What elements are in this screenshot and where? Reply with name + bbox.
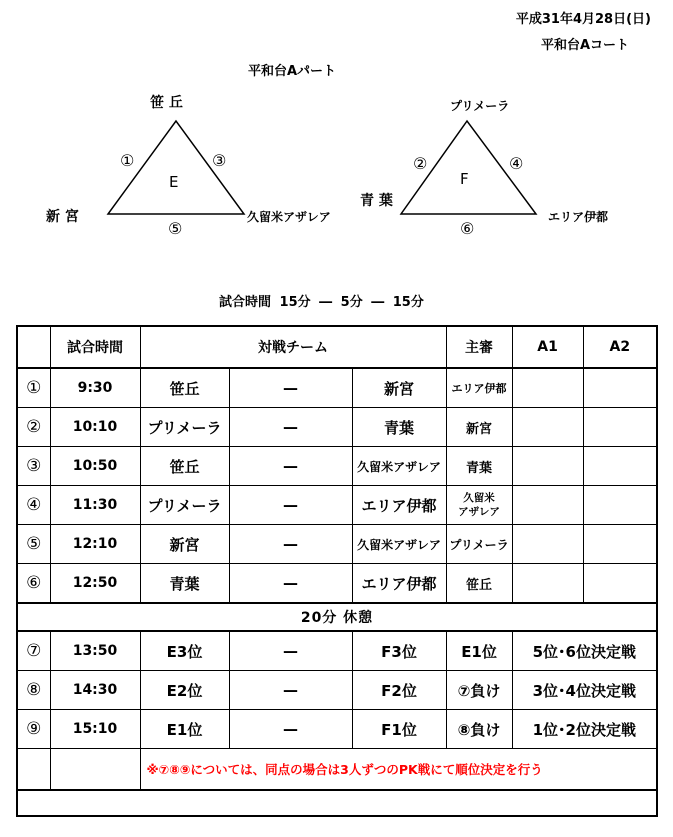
- referee: エリア伊都: [446, 368, 512, 408]
- table-header-row: [17, 326, 657, 368]
- match-time: 10:50: [50, 447, 140, 486]
- pk-footnote: ※⑦⑧⑨については、同点の場合は3人ずつのPK戦にて順位決定を行う: [140, 749, 657, 791]
- match-time: 14:30: [50, 671, 140, 710]
- match-number: ⑧: [17, 671, 50, 710]
- vs-dash: —: [229, 525, 352, 564]
- vs-dash: —: [229, 368, 352, 408]
- header-time: 試合時間: [50, 326, 140, 368]
- home-team: プリメーラ: [140, 486, 229, 525]
- match-number: ②: [17, 408, 50, 447]
- table-row: [17, 486, 657, 525]
- footnote-row: [17, 749, 657, 791]
- a2-cell: [583, 486, 657, 525]
- away-team: 久留米アザレア: [352, 447, 446, 486]
- away-team: エリア伊都: [352, 486, 446, 525]
- group-f-right-team: エリア伊都: [548, 210, 609, 224]
- vs-dash: —: [229, 447, 352, 486]
- match-number: ⑤: [17, 525, 50, 564]
- referee: プリメーラ: [446, 525, 512, 564]
- table-row: [17, 447, 657, 486]
- a1-cell: [512, 447, 583, 486]
- placement-match-note: 3位･4位決定戦: [512, 671, 657, 710]
- header-a2: A2: [583, 326, 657, 368]
- referee-line-2: アザレア: [458, 506, 500, 518]
- group-e-top-team: 笹 丘: [150, 95, 183, 111]
- group-f-match-left: ②: [413, 154, 428, 173]
- table-row: [17, 710, 657, 749]
- a1-cell: [512, 368, 583, 408]
- vs-dash: —: [229, 408, 352, 447]
- referee: 笹丘: [446, 564, 512, 604]
- home-team: 新宮: [140, 525, 229, 564]
- match-duration-note: 試合時間 15分 ― 5分 ― 15分: [219, 295, 424, 310]
- a2-cell: [583, 525, 657, 564]
- referee-line-1: 久留米: [463, 492, 495, 504]
- table-row: [17, 525, 657, 564]
- referee: [446, 486, 512, 525]
- match-number: ①: [17, 368, 50, 408]
- away-team: 久留米アザレア: [352, 525, 446, 564]
- home-team: 笹丘: [140, 368, 229, 408]
- table-row: [17, 564, 657, 604]
- a1-cell: [512, 564, 583, 604]
- table-row: [17, 671, 657, 710]
- away-team: F2位: [352, 671, 446, 710]
- a2-cell: [583, 447, 657, 486]
- court-name: 平和台Aコート: [540, 38, 629, 53]
- home-team: 青葉: [140, 564, 229, 604]
- group-f-letter: F: [460, 170, 469, 188]
- match-number: ④: [17, 486, 50, 525]
- break-row: [17, 603, 657, 631]
- table-row: [17, 368, 657, 408]
- group-e-match-bottom: ⑤: [168, 219, 183, 238]
- away-team: F3位: [352, 631, 446, 671]
- referee: 青葉: [446, 447, 512, 486]
- vs-dash: —: [229, 631, 352, 671]
- table-row: [17, 408, 657, 447]
- home-team: E1位: [140, 710, 229, 749]
- a1-cell: [512, 408, 583, 447]
- footnote-empty-cell: [17, 749, 50, 791]
- vs-dash: —: [229, 564, 352, 604]
- match-time: 13:50: [50, 631, 140, 671]
- a2-cell: [583, 564, 657, 604]
- a1-cell: [512, 486, 583, 525]
- match-number: ⑨: [17, 710, 50, 749]
- home-team: 笹丘: [140, 447, 229, 486]
- referee: ⑧負け: [446, 710, 512, 749]
- home-team: E2位: [140, 671, 229, 710]
- away-team: F1位: [352, 710, 446, 749]
- vs-dash: —: [229, 486, 352, 525]
- group-e-match-left: ①: [120, 151, 135, 170]
- group-e-letter: E: [169, 173, 179, 191]
- home-team: E3位: [140, 631, 229, 671]
- referee: ⑦負け: [446, 671, 512, 710]
- group-f-match-bottom: ⑥: [460, 219, 475, 238]
- blank-cell: [17, 790, 657, 816]
- placement-match-note: 1位･2位決定戦: [512, 710, 657, 749]
- placement-match-note: 5位･6位決定戦: [512, 631, 657, 671]
- away-team: 新宮: [352, 368, 446, 408]
- match-time: 12:50: [50, 564, 140, 604]
- group-f-top-team: プリメーラ: [450, 99, 510, 113]
- group-diagrams: [0, 0, 673, 290]
- document-date: 平成31年4月28日(日): [515, 12, 651, 27]
- match-number: ⑥: [17, 564, 50, 604]
- header-referee: 主審: [446, 326, 512, 368]
- part-title: 平和台Aパート: [248, 64, 337, 79]
- group-f-left-team: 青 葉: [360, 193, 393, 209]
- match-time: 11:30: [50, 486, 140, 525]
- schedule-table: [16, 325, 658, 817]
- a1-cell: [512, 525, 583, 564]
- referee: E1位: [446, 631, 512, 671]
- break-label: 20分 休憩: [17, 603, 657, 631]
- a2-cell: [583, 408, 657, 447]
- group-e-match-right: ③: [212, 151, 227, 170]
- group-e-left-team: 新 宮: [46, 209, 79, 225]
- blank-row: [17, 790, 657, 816]
- group-f-match-right: ④: [509, 154, 524, 173]
- header-teams: 対戦チーム: [140, 326, 446, 368]
- match-number: ③: [17, 447, 50, 486]
- match-time: 9:30: [50, 368, 140, 408]
- match-time: 15:10: [50, 710, 140, 749]
- referee: 新宮: [446, 408, 512, 447]
- table-row: [17, 631, 657, 671]
- match-number: ⑦: [17, 631, 50, 671]
- header-number-cell: [17, 326, 50, 368]
- a2-cell: [583, 368, 657, 408]
- match-time: 12:10: [50, 525, 140, 564]
- home-team: プリメーラ: [140, 408, 229, 447]
- vs-dash: —: [229, 710, 352, 749]
- away-team: エリア伊都: [352, 564, 446, 604]
- group-e-right-team: 久留米アザレア: [247, 210, 331, 224]
- header-a1: A1: [512, 326, 583, 368]
- vs-dash: —: [229, 671, 352, 710]
- match-time: 10:10: [50, 408, 140, 447]
- away-team: 青葉: [352, 408, 446, 447]
- footnote-empty-cell: [50, 749, 140, 791]
